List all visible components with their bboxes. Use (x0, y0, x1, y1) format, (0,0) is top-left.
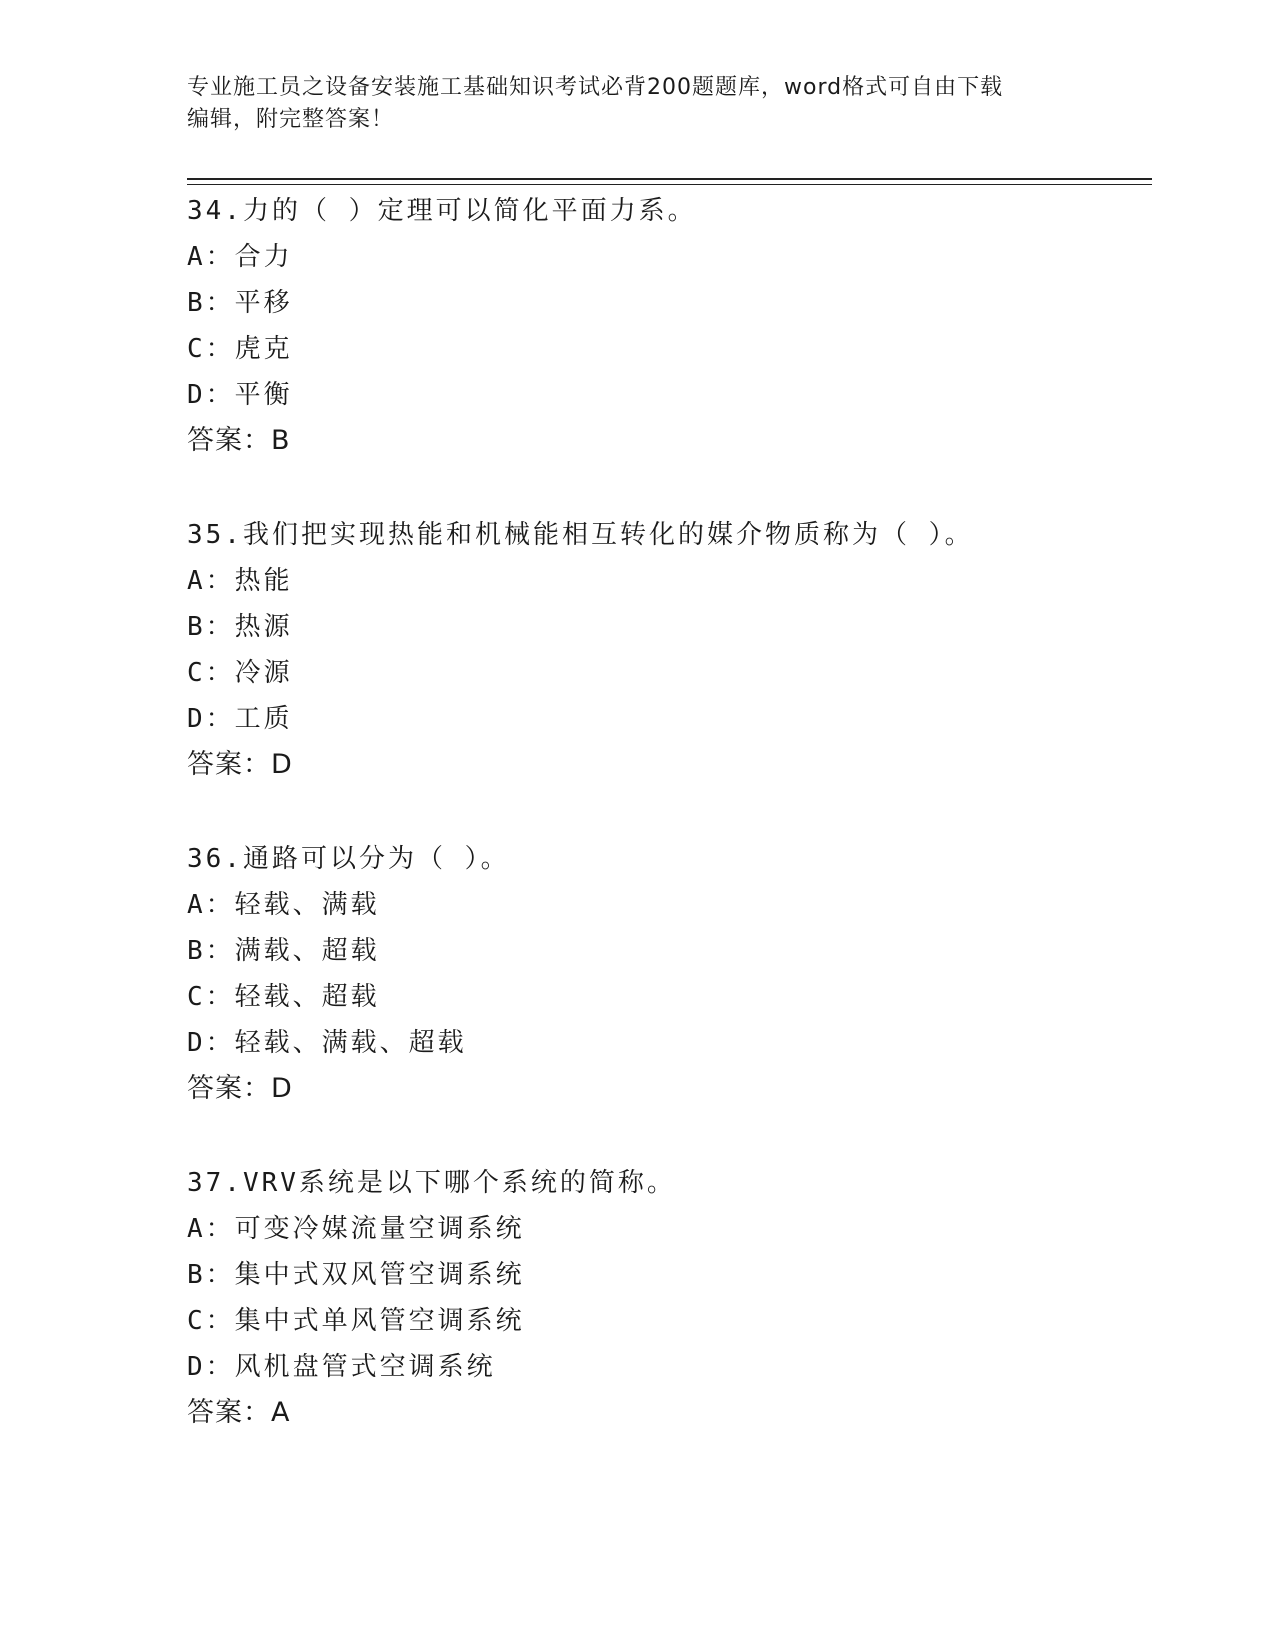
question-37 (187, 1160, 1152, 1436)
question-stem: 37.VRV系统是以下哪个系统的简称。 (187, 1168, 676, 1198)
question-stem: 35.我们把实现热能和机械能相互转化的媒介物质称为（ ）。 (187, 520, 974, 550)
answer-label: 答案： (187, 1073, 271, 1104)
answer-row (187, 1066, 1152, 1112)
option-c: C：冷源 (187, 658, 293, 688)
answer-label: 答案： (187, 1397, 271, 1428)
answer-value: D (271, 749, 293, 780)
answer-value: A (271, 1397, 291, 1428)
header-line-1: 专业施工员之设备安装施工基础知识考试必背200题题库，word格式可自由下载 (187, 75, 1004, 100)
option-c: C：集中式单风管空调系统 (187, 1306, 525, 1336)
option-d: D：工质 (187, 704, 293, 734)
answer-value: B (271, 425, 291, 456)
question-36 (187, 836, 1152, 1112)
option-b: B：热源 (187, 612, 293, 642)
option-d: D：风机盘管式空调系统 (187, 1352, 496, 1382)
document-header (187, 72, 1087, 136)
option-d: D：轻载、满载、超载 (187, 1028, 467, 1058)
question-35 (187, 512, 1152, 788)
header-line-2: 编辑，附完整答案！ (187, 107, 395, 132)
question-list (187, 188, 1152, 1436)
option-c: C：轻载、超载 (187, 982, 380, 1012)
option-a: A：可变冷媒流量空调系统 (187, 1214, 525, 1244)
answer-row (187, 1390, 1152, 1436)
answer-row (187, 742, 1152, 788)
question-34 (187, 188, 1152, 464)
option-a: A：合力 (187, 242, 293, 272)
header-divider-thick (187, 178, 1152, 180)
answer-value: D (271, 1073, 293, 1104)
option-b: B：平移 (187, 288, 293, 318)
option-d: D：平衡 (187, 380, 293, 410)
header-divider-thin (187, 184, 1152, 185)
option-b: B：集中式双风管空调系统 (187, 1260, 525, 1290)
question-stem: 36.通路可以分为（ ）。 (187, 844, 510, 874)
option-a: A：轻载、满载 (187, 890, 380, 920)
option-a: A：热能 (187, 566, 293, 596)
option-c: C：虎克 (187, 334, 293, 364)
answer-row (187, 418, 1152, 464)
option-b: B：满载、超载 (187, 936, 380, 966)
question-stem: 34.力的（ ）定理可以简化平面力系。 (187, 196, 697, 226)
answer-label: 答案： (187, 425, 271, 456)
answer-label: 答案： (187, 749, 271, 780)
